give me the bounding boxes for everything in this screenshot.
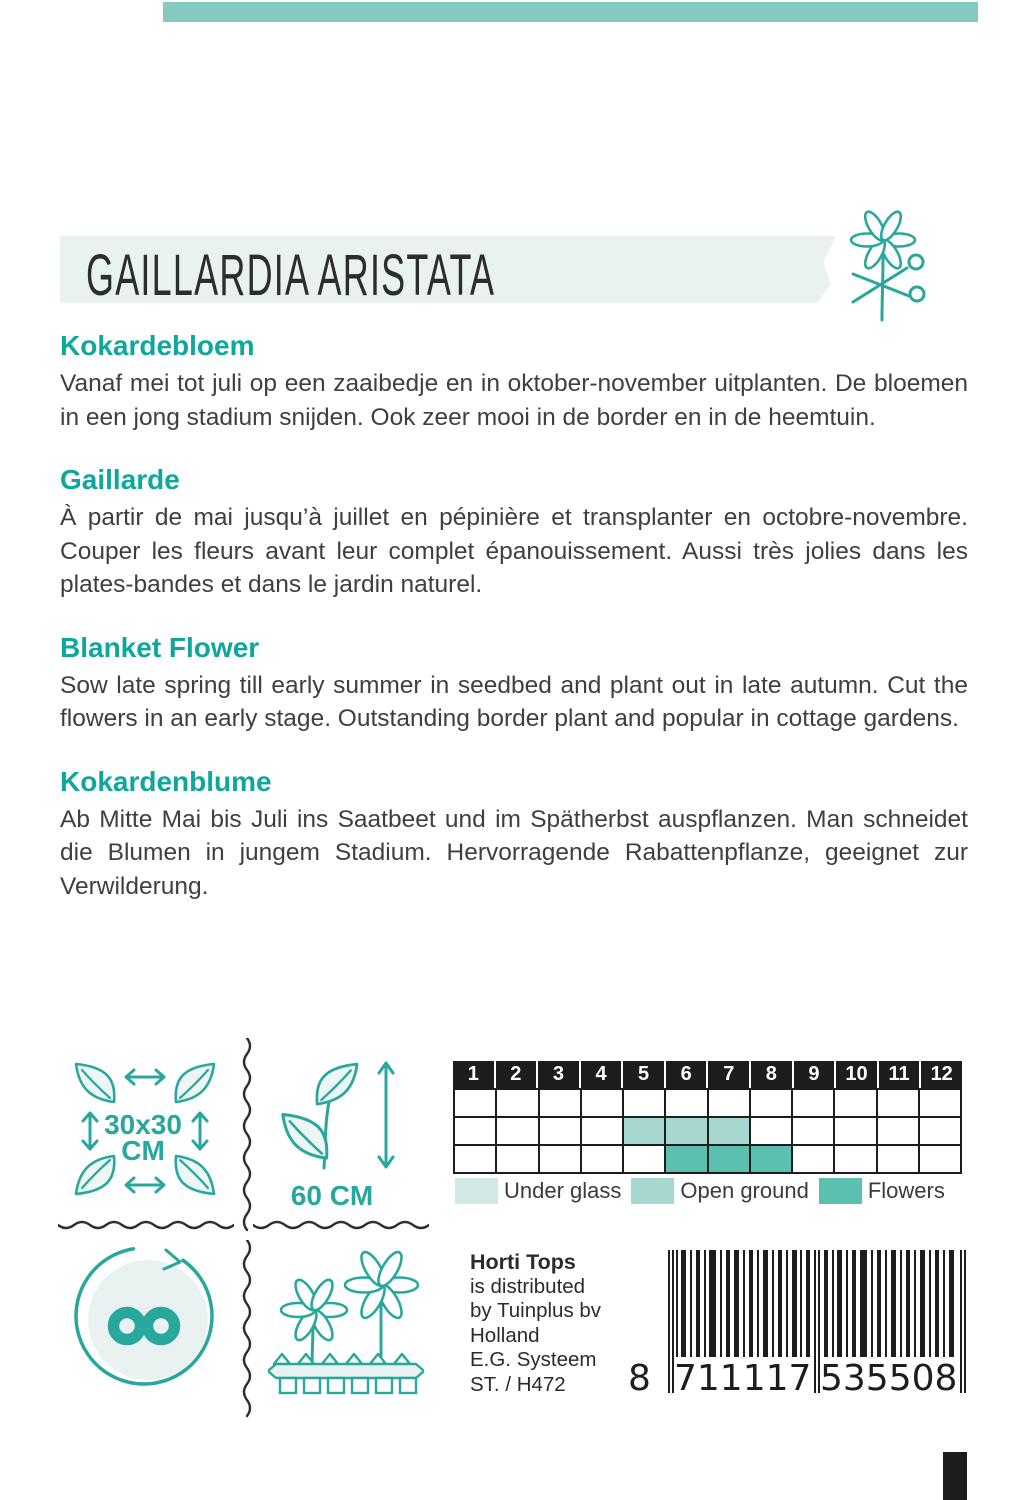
calendar-cell [878,1118,918,1144]
calendar-cell [497,1146,537,1172]
section-french [60,465,968,602]
calendar-cell [497,1118,537,1144]
legend-item [455,1178,621,1204]
section-heading-en: Blanket Flower [60,631,260,663]
calendar-cell [540,1146,580,1172]
calendar-cell [835,1118,875,1144]
calendar-cell [878,1090,918,1116]
calendar-month: 7 [708,1061,749,1088]
spacing-value: 30x30 [104,1109,182,1140]
spacing-label [68,1109,218,1166]
calendar-cell [793,1090,833,1116]
calendar-cell [751,1146,791,1172]
divider-vertical-1 [241,1038,253,1233]
legend-label: Open ground [680,1178,809,1203]
cut-flower-icon [845,210,945,322]
distributor-line: by Tuinplus bv [470,1299,602,1322]
calendar-month-header [453,1061,962,1088]
calendar-month: 5 [623,1061,664,1088]
calendar-cell [920,1146,960,1172]
divider-horizontal-2 [253,1219,429,1231]
section-body-de: Ab Mitte Mai bis Juli ins Saatbeet und im Spätherbst auspflanzen. Man schneidet die Blumen in jungem Stadium. Hervorragende Rabattenpflanze, geeignet zur Verwilderung. [60,805,968,900]
calendar-month: 4 [581,1061,622,1088]
section-dutch [60,331,968,434]
calendar-cell [751,1090,791,1116]
calendar-cell [666,1118,706,1144]
calendar-cell [497,1090,537,1116]
legend-label: Flowers [867,1178,945,1203]
legend-item [631,1178,808,1204]
spacing-unit: CM [121,1135,165,1166]
calendar-month: 6 [666,1061,707,1088]
section-body-nl: Vanaf mei tot juli op een zaaibedje en in oktober-november uitplanten. De bloemen in een jong stadium snijden. Ook zeer mooi in de border en in de heemtuin. [60,370,968,431]
section-heading-de: Kokardenblume [60,765,272,797]
calendar-cell [582,1146,622,1172]
distributor-line: E.G. Systeem [470,1348,597,1371]
calendar-cell [455,1090,495,1116]
calendar-cell [455,1118,495,1144]
calendar-month: 10 [836,1061,877,1088]
section-heading-nl: Kokardebloem [60,330,255,361]
divider-vertical-2 [241,1240,253,1419]
barcode-digits-group1: 711117 [674,1358,812,1399]
perennial-icon [72,1244,218,1390]
section-german [60,767,968,904]
section-english [60,633,968,736]
distributor-line: ST. / H472 [470,1372,566,1396]
calendar-cell [709,1146,749,1172]
distributor-line: Holland [470,1323,540,1347]
divider-horizontal-1 [58,1219,234,1231]
calendar-cell [540,1118,580,1144]
calendar-legend [455,1178,945,1204]
calendar-month: 2 [496,1061,537,1088]
barcode-digit-lead: 8 [628,1358,651,1399]
calendar-cell [793,1146,833,1172]
calendar-month: 3 [538,1061,579,1088]
calendar-cell [835,1146,875,1172]
calendar-cell [624,1118,664,1144]
barcode-digits-group2: 535508 [820,1358,958,1399]
distributor-line: is distributed [470,1274,586,1298]
calendar-cell [540,1090,580,1116]
height-label: 60 CM [290,1180,374,1211]
distributor-name: Horti Tops [470,1250,576,1274]
calendar-month: 11 [879,1061,920,1088]
calendar-cell [666,1090,706,1116]
page-title: GAILLARDIA ARISTATA [86,243,496,308]
calendar-cell [920,1118,960,1144]
print-registration-mark [943,1452,967,1500]
section-body-fr: À partir de mai jusqu’à juillet en pépinière et transplanter en octobre-novembre. Couper les fleurs avant leur complet épanouissement. Aussi très jolies dans les plates-bandes et dans le jardin naturel. [60,504,968,598]
calendar-month: 1 [453,1061,494,1088]
calendar-cell [624,1146,664,1172]
calendar-cell [624,1090,664,1116]
distributor-info [470,1250,601,1397]
legend-swatch [819,1178,862,1204]
calendar-cell [751,1118,791,1144]
description-sections [60,331,968,934]
calendar-cell [920,1090,960,1116]
calendar-month: 12 [921,1061,962,1088]
calendar-month: 8 [751,1061,792,1088]
calendar-cell [455,1146,495,1172]
legend-item [819,1178,945,1204]
calendar-cell [582,1090,622,1116]
brand-color-bar [163,2,978,22]
legend-swatch [455,1178,498,1204]
plant-height-icon [268,1053,400,1175]
calendar-cell [709,1118,749,1144]
legend-swatch [631,1178,674,1204]
calendar-cell [793,1118,833,1144]
calendar-cell [878,1146,918,1172]
section-body-en: Sow late spring till early summer in seedbed and plant out in late autumn. Cut the flowers in an early stage. Outstanding border plant and popular in cottage gardens. [60,671,968,732]
border-flowers-icon [268,1248,424,1396]
calendar-month: 9 [794,1061,835,1088]
calendar-cell [582,1118,622,1144]
section-heading-fr: Gaillarde [60,464,180,495]
calendar-cell [835,1090,875,1116]
calendar-body [453,1088,962,1174]
calendar-cell [709,1090,749,1116]
legend-label: Under glass [504,1178,622,1203]
calendar-cell [666,1146,706,1172]
